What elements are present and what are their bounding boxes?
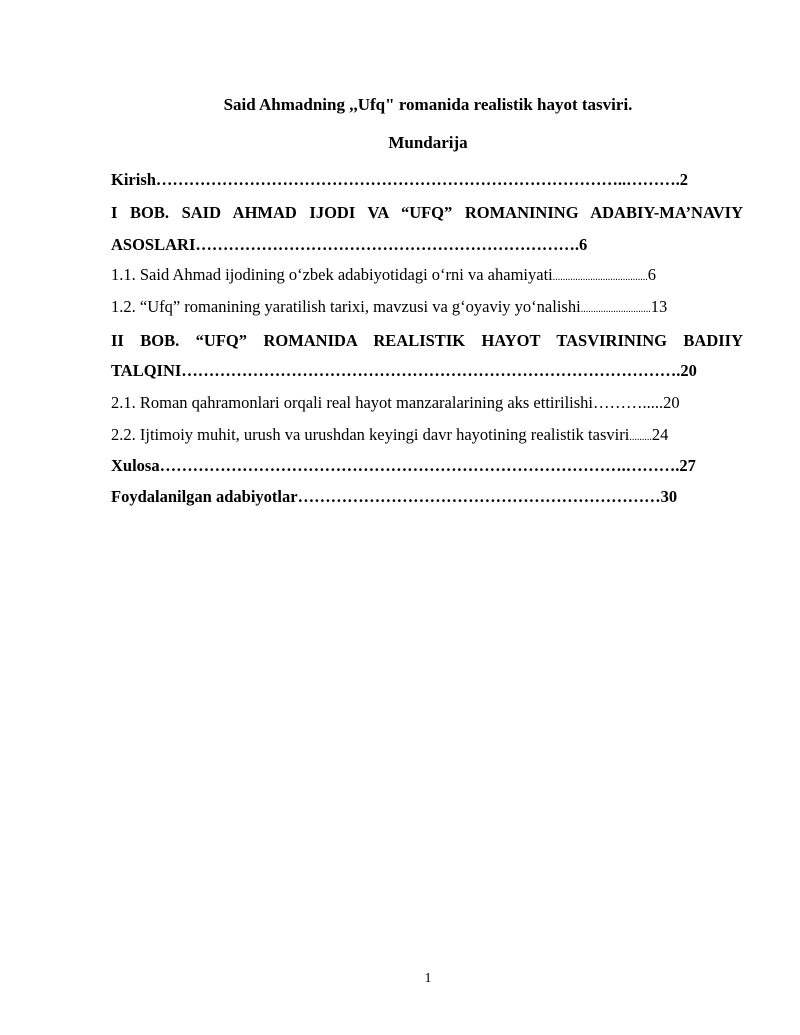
toc-entry-1-1-page: 6	[647, 265, 656, 284]
toc-entry-2-2-text: 2.2. Ijtimoiy muhit, urush va urushdan keyingi davr hayotining realistik tasviri	[111, 425, 630, 444]
toc-entry-2-2	[111, 424, 668, 449]
toc-entry-bob1-line2: ASOSLARI…………………………………………………………….6	[111, 235, 588, 254]
toc-entry-1-2-leader: ............................	[580, 304, 651, 315]
toc-entry-bob1-line1: I BOB. SAID AHMAD IJODI VA “UFQ” ROMANINING ADABIY-MA’NAVIY	[111, 203, 743, 222]
toc-entry-1-2-page: 13	[650, 297, 668, 316]
toc-entry-2-1: 2.1. Roman qahramonlari orqali real hayot manzaralarining aks ettirilishi……….....20	[111, 393, 680, 412]
toc-entry-kirish: Kirish…………………………………………………………………………..……….2	[111, 170, 689, 189]
toc-entry-1-1-text: 1.1. Said Ahmad ijodining o‘zbek adabiyotidagi o‘rni va ahamiyati	[111, 265, 553, 284]
toc-entry-1-1-leader: ......................................	[552, 272, 648, 283]
page-number: 1	[424, 971, 432, 986]
document-title: Said Ahmadning ,,Ufq" romanida realistik hayot tasviri.	[223, 95, 633, 114]
toc-entry-xulosa: Xulosa………………………………………………………………………….……….27	[111, 456, 696, 475]
toc-entry-bob2-line1: II BOB. “UFQ” ROMANIDA REALISTIK HAYOT TASVIRINING BADIIY	[111, 331, 743, 350]
toc-entry-bob2-line2: TALQINI……………………………………………………………………………….20	[111, 361, 697, 380]
toc-entry-1-1	[111, 264, 656, 289]
toc-entry-2-2-page: 24	[651, 425, 669, 444]
toc-entry-1-2-text: 1.2. “Ufq” romanining yaratilish tarixi, mavzusi va g‘oyaviy yo‘nalishi	[111, 297, 581, 316]
toc-heading: Mundarija	[388, 133, 468, 152]
toc-entry-1-2	[111, 296, 667, 321]
toc-entry-foydalanilgan-adabiyotlar: Foydalanilgan adabiyotlar…………………………………………………………30	[111, 487, 678, 506]
toc-entry-2-2-leader: .........	[629, 432, 652, 443]
